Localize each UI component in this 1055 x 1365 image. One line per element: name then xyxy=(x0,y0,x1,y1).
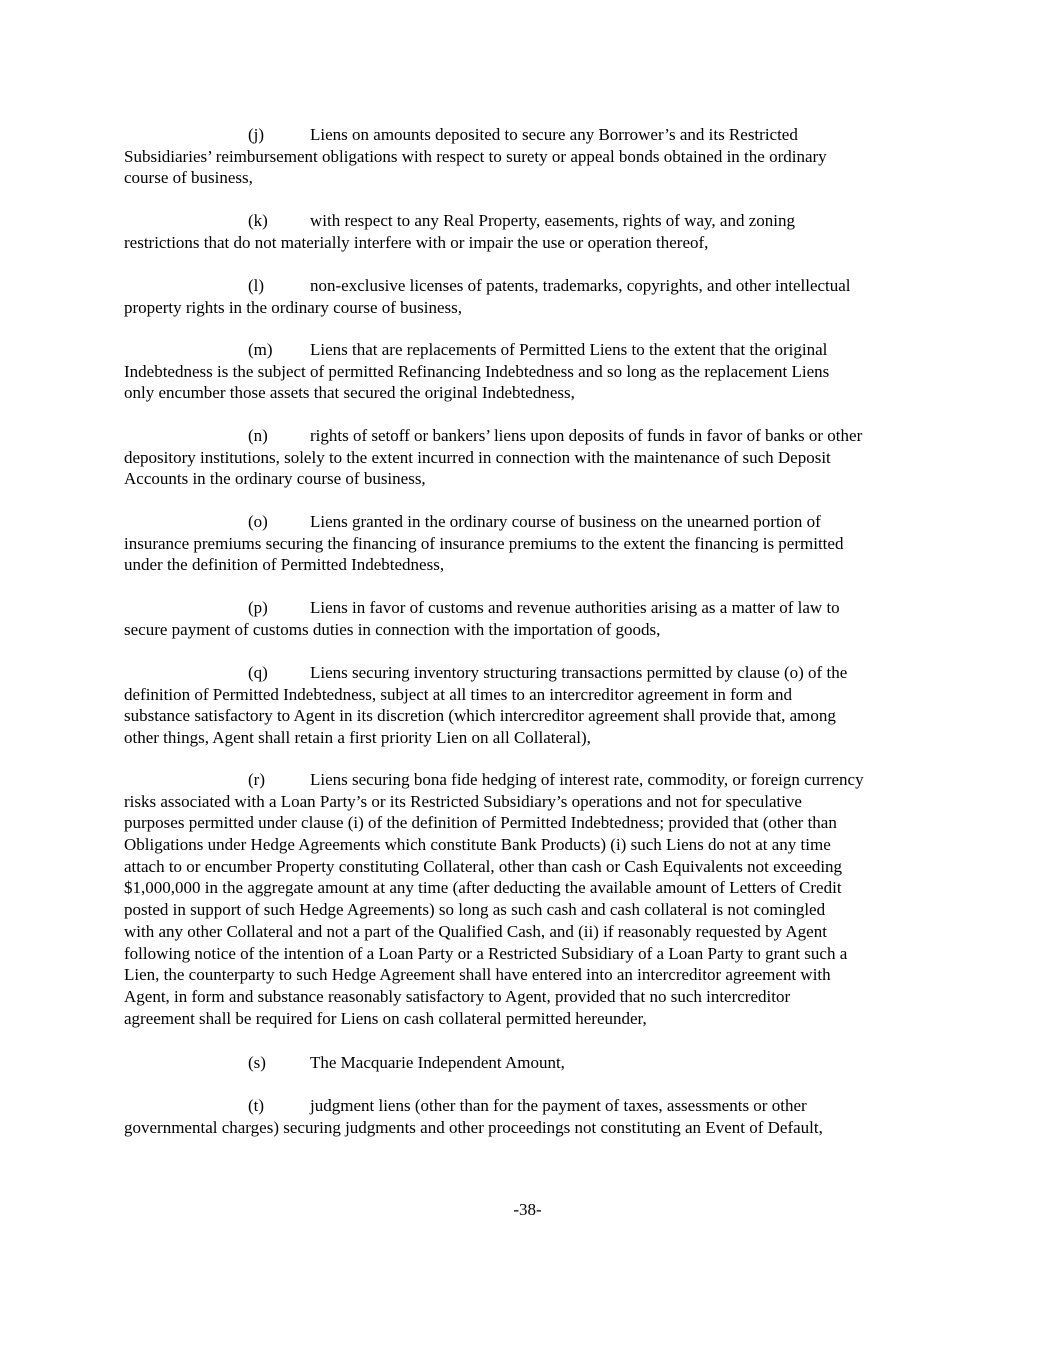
clause-label: (p) xyxy=(248,598,268,617)
line-text: Subsidiaries’ reimbursement obligations with respect to surety or appeal bonds obtained in the ordinary xyxy=(124,146,827,166)
line-text: substance satisfactory to Agent in its discretion (which intercreditor agreement shall provide that, among xyxy=(124,706,836,726)
text-line xyxy=(124,124,944,146)
text-line xyxy=(124,943,944,965)
line-text: rights of setoff or bankers’ liens upon deposits of funds in favor of banks or other xyxy=(310,426,863,445)
paragraph-m xyxy=(124,339,944,404)
line-text: insurance premiums securing the financing of insurance premiums to the extent the financing is permitted xyxy=(124,533,844,553)
line-text: posted in support of such Hedge Agreements) so long as such cash and cash collateral is not comingled xyxy=(124,900,826,920)
line-text: other things, Agent shall retain a first priority Lien on all Collateral), xyxy=(124,728,591,748)
clause-label: (o) xyxy=(248,512,268,531)
text-line xyxy=(124,1095,944,1117)
line-text: Lien, the counterparty to such Hedge Agreement shall have entered into an intercreditor agreement with xyxy=(124,965,831,985)
line-text: Liens granted in the ordinary course of business on the unearned portion of xyxy=(310,512,821,531)
text-line xyxy=(124,791,944,813)
text-line xyxy=(124,1117,944,1139)
line-text: only encumber those assets that secured the original Indebtedness, xyxy=(124,383,575,403)
clause-label: (j) xyxy=(248,125,265,144)
text-line xyxy=(124,597,944,619)
text-line xyxy=(124,705,944,727)
text-line xyxy=(124,511,944,533)
line-text: purposes permitted under clause (i) of the definition of Permitted Indebtedness; provided that (other than xyxy=(124,813,837,833)
clause-label: (l) xyxy=(248,276,265,295)
clause-label: (s) xyxy=(248,1053,266,1072)
clause-label: (m) xyxy=(248,340,273,359)
text-line xyxy=(124,877,944,899)
line-text: Liens securing inventory structuring transactions permitted by clause (o) of the xyxy=(310,663,848,682)
line-text: definition of Permitted Indebtedness, subject at all times to an intercreditor agreement in form and xyxy=(124,684,792,704)
text-line xyxy=(124,533,944,555)
line-text: property rights in the ordinary course of business, xyxy=(124,297,463,317)
line-text: attach to or encumber Property constituting Collateral, other than cash or Cash Equivalents not exceeding xyxy=(124,856,843,876)
text-line xyxy=(124,447,944,469)
line-text: course of business, xyxy=(124,168,253,188)
line-text: risks associated with a Loan Party’s or its Restricted Subsidiary’s operations and not for speculative xyxy=(124,791,802,811)
line-text: with respect to any Real Property, easements, rights of way, and zoning xyxy=(310,211,795,230)
paragraph-r xyxy=(124,769,944,1029)
line-text: Agent, in form and substance reasonably satisfactory to Agent, provided that no such intercreditor xyxy=(124,986,791,1006)
text-line xyxy=(124,468,944,490)
text-line xyxy=(124,856,944,878)
line-text: under the definition of Permitted Indebtedness, xyxy=(124,555,445,575)
line-text: Liens on amounts deposited to secure any Borrower’s and its Restricted xyxy=(310,125,798,144)
text-line xyxy=(124,921,944,943)
line-text: Liens in favor of customs and revenue authorities arising as a matter of law to xyxy=(310,598,840,617)
text-line xyxy=(124,554,944,576)
text-line xyxy=(124,339,944,361)
paragraph-l xyxy=(124,275,944,318)
line-text: Obligations under Hedge Agreements which constitute Bank Products) (i) such Liens do not at any time xyxy=(124,835,831,855)
text-line xyxy=(124,1008,944,1030)
paragraph-p xyxy=(124,597,944,640)
paragraph-t xyxy=(124,1095,944,1138)
clause-label: (q) xyxy=(248,663,268,682)
line-text: Accounts in the ordinary course of business, xyxy=(124,469,426,489)
text-line xyxy=(124,619,944,641)
paragraph-q xyxy=(124,662,944,749)
clause-label: (r) xyxy=(248,770,265,789)
line-text: secure payment of customs duties in connection with the importation of goods, xyxy=(124,619,661,639)
paragraph-k xyxy=(124,210,944,253)
text-line xyxy=(124,986,944,1008)
text-line xyxy=(124,834,944,856)
line-text: non-exclusive licenses of patents, trademarks, copyrights, and other intellectual xyxy=(310,276,851,295)
text-line xyxy=(124,769,944,791)
paragraph-s xyxy=(124,1052,944,1074)
line-text: Indebtedness is the subject of permitted Refinancing Indebtedness and so long as the replacement Liens xyxy=(124,361,830,381)
text-line xyxy=(124,361,944,383)
text-line xyxy=(124,684,944,706)
line-text: Liens that are replacements of Permitted Liens to the extent that the original xyxy=(310,340,828,359)
text-line xyxy=(124,899,944,921)
line-text: $1,000,000 in the aggregate amount at any time (after deducting the available amount of Letters of Credit xyxy=(124,878,842,898)
paragraph-j xyxy=(124,124,944,189)
text-line xyxy=(124,232,944,254)
text-line xyxy=(124,167,944,189)
line-text: depository institutions, solely to the extent incurred in connection with the maintenance of such Deposit xyxy=(124,447,831,467)
line-text: agreement shall be required for Liens on cash collateral permitted hereunder, xyxy=(124,1008,647,1028)
line-text: with any other Collateral and not a part of the Qualified Cash, and (ii) if reasonably requested by Agent xyxy=(124,921,827,941)
text-line xyxy=(124,1052,944,1074)
text-line xyxy=(124,210,944,232)
text-line xyxy=(124,727,944,749)
line-text: judgment liens (other than for the payment of taxes, assessments or other xyxy=(310,1096,807,1115)
line-text: governmental charges) securing judgments and other proceedings not constituting an Event of Default, xyxy=(124,1117,823,1137)
text-line xyxy=(124,812,944,834)
line-text: The Macquarie Independent Amount, xyxy=(310,1053,565,1072)
paragraph-n xyxy=(124,425,944,490)
line-text: Liens securing bona fide hedging of interest rate, commodity, or foreign currency xyxy=(310,770,864,789)
page-number: -38- xyxy=(513,1200,542,1219)
line-text: restrictions that do not materially interfere with or impair the use or operation thereof, xyxy=(124,232,709,252)
text-line xyxy=(124,382,944,404)
clause-label: (t) xyxy=(248,1096,265,1115)
text-line xyxy=(124,275,944,297)
text-line xyxy=(124,662,944,684)
text-line xyxy=(124,964,944,986)
line-text: following notice of the intention of a Loan Party or a Restricted Subsidiary of a Loan Party to grant such a xyxy=(124,943,848,963)
text-line xyxy=(124,146,944,168)
clause-label: (n) xyxy=(248,426,268,445)
paragraph-o xyxy=(124,511,944,576)
text-line xyxy=(124,425,944,447)
text-line xyxy=(124,297,944,319)
clause-label: (k) xyxy=(248,211,268,230)
